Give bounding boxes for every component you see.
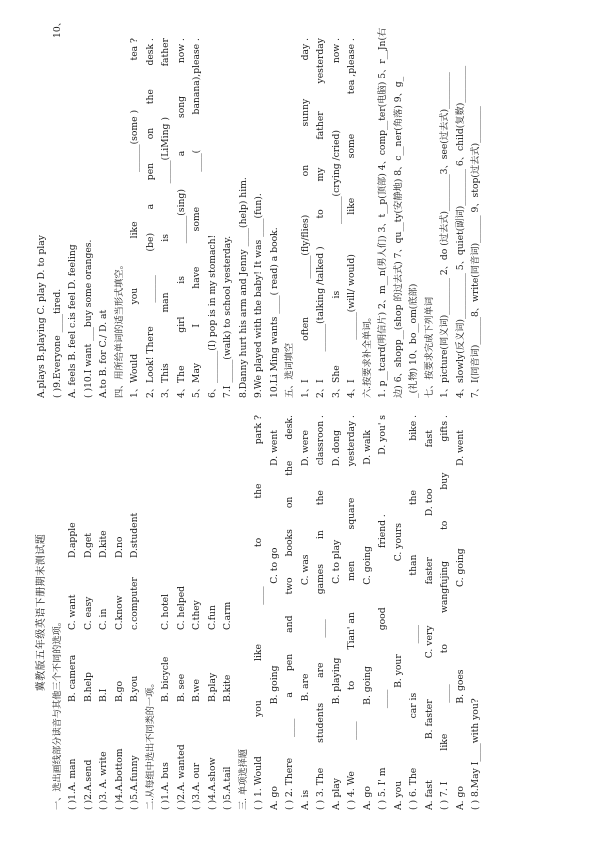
question-line: ( )9.Everyone ____tired. xyxy=(51,288,63,398)
question-word: a xyxy=(284,692,295,698)
question-word: 2、Look! There xyxy=(144,326,156,398)
question-word: bike . xyxy=(408,415,419,441)
answer-choice: A. go xyxy=(454,786,466,810)
question-line: A.plays B.playing C. play D. to play xyxy=(36,235,47,398)
answer-choice: B. are xyxy=(299,673,311,702)
option-text: c.computer xyxy=(129,577,140,630)
option-row xyxy=(96,415,112,810)
question-line: 1. p__tcard(明信片) 2、m__n(男人们) 3、t__p(顶部) 4、comp__ter(电脑) 5、r__Jn(右 xyxy=(377,27,388,398)
question-line xyxy=(251,415,267,810)
answer-choice: B. going xyxy=(361,666,373,705)
question-word: is xyxy=(175,276,187,284)
answer-choice: fast xyxy=(423,430,435,448)
section-heading: 二.从每组中选出不同类的一项。 xyxy=(144,678,156,810)
answer-choice: D. dong xyxy=(330,430,342,467)
question-word: ____ xyxy=(253,586,264,605)
question-word: father xyxy=(160,38,171,67)
question-line: 7、I(同音词)______8、write(同音词)______ 9、stop(过去式)________ xyxy=(470,106,481,398)
question-line: A.to B. for C./ D. at xyxy=(98,309,109,398)
question-word: some xyxy=(191,206,202,232)
question-word: two xyxy=(284,577,295,595)
question-word: classroon . xyxy=(315,415,326,466)
question-word: car is xyxy=(408,692,419,719)
option-text: ( )2.A. wanted xyxy=(175,744,187,810)
question-word: to xyxy=(315,209,326,219)
question-line xyxy=(282,415,298,810)
question-line xyxy=(344,415,360,810)
section-heading: 七、按要求完成下列单词 xyxy=(423,296,435,398)
option-text: ( )1.A. man xyxy=(67,758,78,810)
option-text: ( )3.A. our xyxy=(191,762,202,810)
question-word: the xyxy=(144,89,156,105)
question-word: ______(will/ would) xyxy=(346,254,357,340)
answer-choice: A. go xyxy=(268,786,280,810)
question-word: ______(some ) xyxy=(129,109,140,172)
section-heading: 四、用所给单词的适当形式填空。 xyxy=(113,260,125,398)
answer-choice: D. walk xyxy=(361,430,373,465)
question-line: A. feels B. feel c.is feel D. feeling xyxy=(67,244,78,398)
option-text: D.no xyxy=(113,536,125,558)
option-text: ( )4.A.show xyxy=(206,757,218,810)
question-word: ( ) 2. There xyxy=(284,757,295,810)
question-word: 3、This xyxy=(160,363,171,398)
answer-choice: A. is xyxy=(299,789,311,810)
question-word: on xyxy=(284,496,295,509)
question-word: ______ xyxy=(144,275,156,303)
question-line: 8.Danny hurt his arm and Jenny ____(help) him. xyxy=(237,177,249,398)
question-word: 4、I xyxy=(346,379,357,398)
question-word: to xyxy=(439,644,450,654)
question-word: ( ) 3. The xyxy=(315,767,326,810)
question-line: 10.Li Ming wants ____( read) a book. xyxy=(268,227,280,398)
answer-choice: C. very xyxy=(423,625,435,659)
section-heading: 五、选词填空 xyxy=(284,342,295,398)
question-word: song xyxy=(175,95,187,119)
answer-choices xyxy=(422,430,438,810)
answer-choices xyxy=(267,430,283,810)
option-text: B.play xyxy=(206,672,218,702)
option-text: C.they xyxy=(191,600,202,630)
answer-choice: C. was xyxy=(299,554,311,586)
answer-choice: C. yours xyxy=(392,522,404,562)
question-line xyxy=(329,38,345,398)
option-text: B.help xyxy=(82,672,94,702)
question-line xyxy=(313,38,329,398)
question-word: some xyxy=(346,133,357,159)
question-word: buy xyxy=(439,472,450,490)
option-text: C. hotel xyxy=(160,593,171,630)
answer-choice: A. fast xyxy=(423,780,435,810)
question-word: the xyxy=(408,490,419,506)
question-line xyxy=(189,38,205,398)
question-word: the xyxy=(253,483,264,499)
question-word: students xyxy=(315,702,326,743)
option-row xyxy=(112,415,128,810)
section-heading: 一、选出画线部分读音与其他三个不同的选项。 xyxy=(51,617,63,810)
question-word: have xyxy=(191,266,202,289)
question-word: you xyxy=(253,700,264,717)
question-word: yesterday xyxy=(315,38,326,84)
question-word: day . xyxy=(299,38,311,61)
question-word: now . xyxy=(175,38,187,64)
question-word: square xyxy=(346,497,357,530)
option-text: C.arm xyxy=(222,601,233,630)
option-text: C. in xyxy=(98,608,109,630)
answer-choice: B. playing xyxy=(330,657,342,705)
question-line: ( ) 8.May I____with you? xyxy=(470,698,481,810)
question-word: in xyxy=(315,530,326,540)
question-line xyxy=(437,415,453,810)
question-word: like xyxy=(439,733,450,751)
question-word: _____(fly/flies) xyxy=(299,214,311,279)
question-word: like xyxy=(346,197,357,215)
question-word: books xyxy=(284,529,295,557)
question-word: to xyxy=(346,680,357,691)
question-line xyxy=(158,38,174,398)
answer-choice: C. going xyxy=(454,548,466,587)
option-text: ( )2.A.send xyxy=(82,759,94,810)
question-word: ( ) 7. I xyxy=(439,781,450,810)
answer-choice: C. to go xyxy=(268,547,280,584)
answer-choice: A. go xyxy=(361,786,373,810)
question-word: you xyxy=(129,287,140,305)
option-row xyxy=(220,415,236,810)
option-text: B.you xyxy=(129,675,140,702)
option-text: B. see xyxy=(175,673,187,702)
question-word: ( ) 4. We xyxy=(346,771,357,810)
question-word: 2、I xyxy=(315,379,326,398)
option-text: D.get xyxy=(82,533,94,558)
question-line xyxy=(127,38,143,398)
answer-choice: D. were xyxy=(299,430,311,467)
option-text: B. bicycle xyxy=(160,656,171,702)
option-row xyxy=(158,415,174,810)
answer-choice: A. you xyxy=(392,780,404,810)
question-line: ( )10.I want ___buy some oranges. xyxy=(82,239,94,398)
answer-choices xyxy=(329,430,345,810)
option-text xyxy=(174,486,190,558)
section-heading: 三. 单项选择题 xyxy=(237,749,249,810)
question-word: ( ) 6. The xyxy=(408,767,419,810)
question-word: desk . xyxy=(144,38,156,66)
question-word: on xyxy=(299,164,311,177)
option-text: C.fun xyxy=(206,605,218,630)
question-word: are xyxy=(315,662,326,678)
option-text: D.kite xyxy=(98,530,109,558)
question-line: 6、_______(I) pop is in my stomach! xyxy=(206,234,218,398)
option-text: C. want xyxy=(67,594,78,630)
question-word: banana),please . xyxy=(191,38,202,115)
option-text: D.student xyxy=(129,512,140,558)
option-text: ( )3. A. write xyxy=(98,751,109,810)
question-line xyxy=(143,38,159,398)
option-row xyxy=(189,415,205,810)
question-word: ______(crying /cried) xyxy=(330,129,342,224)
question-line: 9.We played with the baby! It was ____(fun). xyxy=(253,193,264,398)
question-word: a xyxy=(144,203,156,210)
answer-choice: D. too xyxy=(423,488,435,517)
question-line xyxy=(313,415,329,810)
question-word: a xyxy=(175,150,187,157)
option-text: C. helped xyxy=(175,585,187,630)
question-word: ____( xyxy=(191,149,202,172)
question-line: 1、picture(同义词)________ 2、do (过去式)________3、see(过去式)________ xyxy=(439,72,450,398)
question-word: is xyxy=(330,290,342,299)
answer-choices xyxy=(391,430,407,810)
option-text xyxy=(205,486,221,558)
question-word: ____ xyxy=(408,625,419,644)
question-word: 1、Would xyxy=(129,353,140,398)
question-line xyxy=(344,38,360,398)
question-word: Tian' an xyxy=(346,612,357,650)
option-row xyxy=(127,415,143,810)
question-line xyxy=(298,38,314,398)
question-line xyxy=(375,415,391,810)
answer-choice: C. going xyxy=(361,546,373,585)
question-word: ____ xyxy=(439,684,450,703)
answer-choice: B. goes xyxy=(454,669,466,704)
option-row xyxy=(65,415,81,810)
question-word: ____ xyxy=(377,689,388,709)
answer-choice: A. play xyxy=(330,778,342,810)
question-word: wangfujing xyxy=(439,560,450,613)
option-text xyxy=(158,486,174,558)
answer-choice: B. your xyxy=(392,654,404,688)
question-line: 4、slowly(反义词)__________ 5、quiet(副词)________ 6、child(复数)________ xyxy=(454,65,466,398)
question-word: good xyxy=(377,607,388,631)
option-text xyxy=(189,486,205,558)
answer-choice: B. faster xyxy=(423,699,435,740)
question-word: 4、The xyxy=(175,365,187,398)
option-text: B. camera xyxy=(67,654,78,702)
question-word: ( ) 1. Would xyxy=(253,756,264,810)
option-row xyxy=(205,415,221,810)
option-text: ( )5.A.funny xyxy=(129,755,140,810)
option-text: D.apple xyxy=(67,522,78,558)
question-word: pen xyxy=(144,162,156,181)
section-heading: 六.按要求补全单词。 xyxy=(361,312,373,398)
option-text: B.we xyxy=(191,679,202,702)
question-word: gifts . xyxy=(439,415,450,442)
question-word: games xyxy=(315,564,326,595)
option-text xyxy=(220,486,236,558)
question-word: tea ,please . xyxy=(346,38,357,95)
question-line xyxy=(406,415,422,810)
question-line: _(礼物) 10、bo__om(底部) xyxy=(408,283,419,398)
question-word: is xyxy=(160,234,171,242)
option-row xyxy=(174,415,190,810)
option-text: C.know xyxy=(113,595,125,630)
question-word: ____ xyxy=(284,718,295,737)
question-word: man xyxy=(160,292,171,313)
question-word: sunny xyxy=(299,98,311,127)
question-word: on xyxy=(144,127,156,140)
question-word: D. you' s xyxy=(377,415,388,455)
question-word: often xyxy=(299,316,311,341)
option-text: B.go xyxy=(113,680,125,702)
question-word: 3、She xyxy=(330,365,342,398)
question-word: my xyxy=(315,167,326,182)
question-word: like xyxy=(253,644,264,661)
question-word: and xyxy=(284,615,295,633)
question-word: ______(sing) xyxy=(175,189,187,244)
question-word: desk. xyxy=(284,415,295,440)
page-title: 冀教版五年级英语下册期末测试题 xyxy=(36,533,47,692)
option-text: ( )4.A.bottom xyxy=(113,748,125,810)
question-word: I xyxy=(191,323,202,328)
answer-choice: D. went xyxy=(268,430,280,466)
question-word: tea ? xyxy=(129,38,140,61)
question-word: men xyxy=(346,560,357,581)
option-text: B.I xyxy=(98,688,109,702)
question-word: to xyxy=(253,537,264,548)
question-word: _____(LiMing ) xyxy=(160,117,171,184)
question-word: ( ) 5. I' m xyxy=(377,767,388,810)
question-line xyxy=(174,38,190,398)
option-text: ( )1.A. bus xyxy=(160,762,171,810)
question-word: park ? xyxy=(253,415,264,445)
answer-choice: C. to play xyxy=(330,539,342,584)
right-column xyxy=(34,27,484,398)
question-word: to xyxy=(439,520,450,530)
option-text: C. easy xyxy=(82,596,94,630)
answer-choices xyxy=(453,430,469,810)
question-word: ______(talking /talked ) xyxy=(315,246,326,352)
option-text: B.kite xyxy=(222,674,233,702)
question-word: girl xyxy=(175,316,187,333)
answer-choice: B. going xyxy=(268,665,280,705)
answer-choices xyxy=(360,430,376,810)
question-word: the xyxy=(315,490,326,506)
question-word: (be) xyxy=(144,232,156,252)
question-line: 边) 6、shopp__(shop 的过去式) 7、qu__ty(安静地) 8、c__ner(角落) 9、g_ xyxy=(392,76,404,398)
question-word: like xyxy=(129,221,140,239)
left-column xyxy=(34,415,484,810)
answer-choice: faster xyxy=(423,557,435,585)
question-word: pen xyxy=(284,653,295,672)
question-word: ____ xyxy=(315,619,326,638)
question-word: than xyxy=(408,554,419,576)
question-word: 1、I xyxy=(299,379,311,398)
answer-choices xyxy=(298,430,314,810)
question-line: 7.I _____(walk) to school yesterday. xyxy=(222,235,233,398)
question-word: now . xyxy=(330,38,342,64)
question-word: the xyxy=(284,460,295,476)
option-row xyxy=(81,415,97,810)
question-word: father xyxy=(315,111,326,140)
question-word: yesterday . xyxy=(346,415,357,467)
option-text: ( )5.A.tail xyxy=(222,766,233,810)
question-word: ____ xyxy=(346,721,357,740)
question-word: friend . xyxy=(377,514,388,548)
margin-question-number: 10、 xyxy=(52,17,63,38)
question-word: 5、May xyxy=(191,362,202,398)
answer-choice: D. went xyxy=(454,430,466,466)
